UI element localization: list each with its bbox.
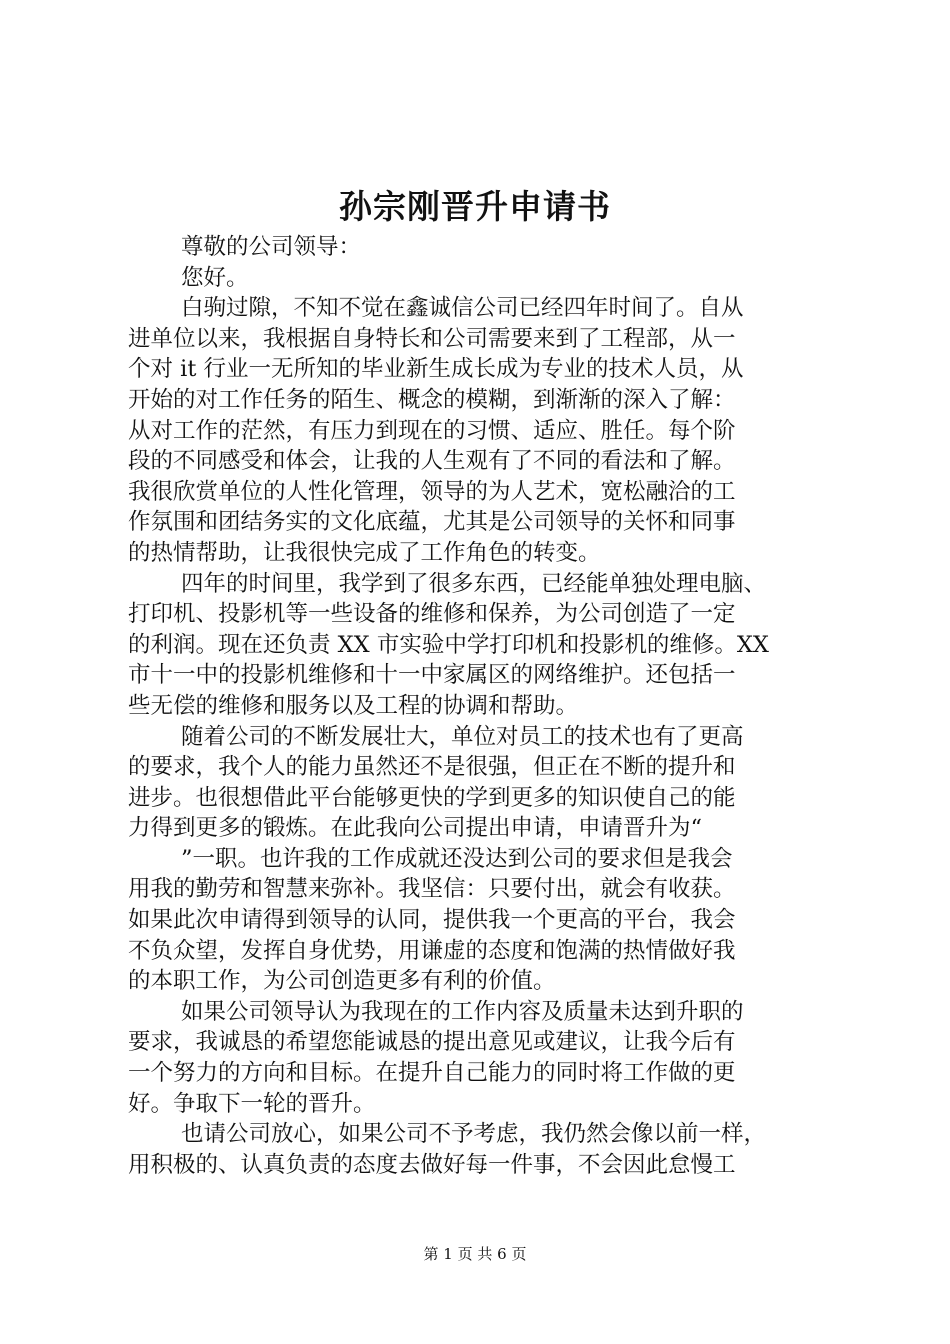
text-line: 段的不同感受和体会，让我的人生观有了不同的看法和了解。: [128, 448, 736, 475]
text-line: 一个努力的方向和目标。在提升自己能力的同时将工作做的更: [128, 1060, 736, 1087]
text-line: 从对工作的茫然，有压力到现在的习惯、适应、胜任。每个阶: [128, 417, 736, 444]
text-line: 好。争取下一轮的晋升。: [128, 1090, 376, 1117]
text-line: 开始的对工作任务的陌生、概念的模糊，到渐渐的深入了解：: [128, 386, 736, 413]
text-line: 用积极的、认真负责的态度去做好每一件事，不会因此怠慢工: [128, 1151, 736, 1178]
text-line: 的热情帮助，让我很快完成了工作角色的转变。: [128, 539, 601, 566]
text-line: 我很欣赏单位的人性化管理，领导的为人艺术，宽松融洽的工: [128, 478, 736, 505]
text-line: 四年的时间里，我学到了很多东西，已经能单独处理电脑、: [181, 570, 767, 597]
text-line: 的本职工作，为公司创造更多有利的价值。: [128, 968, 556, 995]
text-line: 的利润。现在还负责 XX 市实验中学打印机和投影机的维修。XX: [128, 631, 769, 658]
text-line: 随着公司的不断发展壮大，单位对员工的技术也有了更高: [181, 723, 744, 750]
text-line: 作氛围和团结务实的文化底蕴，尤其是公司领导的关怀和同事: [128, 509, 736, 536]
text-line: 要求，我诚恳的希望您能诚恳的提出意见或建议，让我今后有: [128, 1029, 736, 1056]
text-line: 进单位以来，我根据自身特长和公司需要来到了工程部，从一: [128, 325, 736, 352]
text-line: ”一职。也许我的工作成就还没达到公司的要求但是我会: [181, 845, 733, 872]
text-line: 白驹过隙，不知不觉在鑫诚信公司已经四年时间了。自从: [181, 295, 744, 322]
text-line: 个对 it 行业一无所知的毕业新生成长成为专业的技术人员，从: [128, 356, 744, 383]
text-line: 也请公司放心，如果公司不予考虑，我仍然会像以前一样，: [181, 1121, 767, 1148]
text-line: 力得到更多的锻炼。在此我向公司提出申请，申请晋升为“: [128, 815, 703, 842]
text-line: 尊敬的公司领导：: [181, 234, 362, 260]
document-title: 孙宗刚晋升申请书: [339, 187, 611, 226]
text-line: 市十一中的投影机维修和十一中家属区的网络维护。还包括一: [128, 662, 736, 689]
document-body: [128, 232, 832, 1180]
text-line: 如果此次申请得到领导的认同，提供我一个更高的平台，我会: [128, 907, 736, 934]
text-line: 些无偿的维修和服务以及工程的协调和帮助。: [128, 692, 579, 719]
text-line: 打印机、投影机等一些设备的维修和保养，为公司创造了一定: [128, 601, 736, 628]
text-line: 的要求，我个人的能力虽然还不是很强，但正在不断的提升和: [128, 754, 736, 781]
text-line: 您好。: [181, 264, 249, 291]
text-line: 进步。也很想借此平台能够更快的学到更多的知识使自己的能: [128, 784, 736, 811]
text-line: 不负众望，发挥自身优势，用谦虚的态度和饱满的热情做好我: [128, 937, 736, 964]
page-footer: 第 1 页 共 6 页: [423, 1245, 527, 1263]
text-line: 如果公司领导认为我现在的工作内容及质量未达到升职的: [181, 998, 744, 1025]
text-line: 用我的勤劳和智慧来弥补。我坚信：只要付出，就会有收获。: [128, 876, 736, 903]
